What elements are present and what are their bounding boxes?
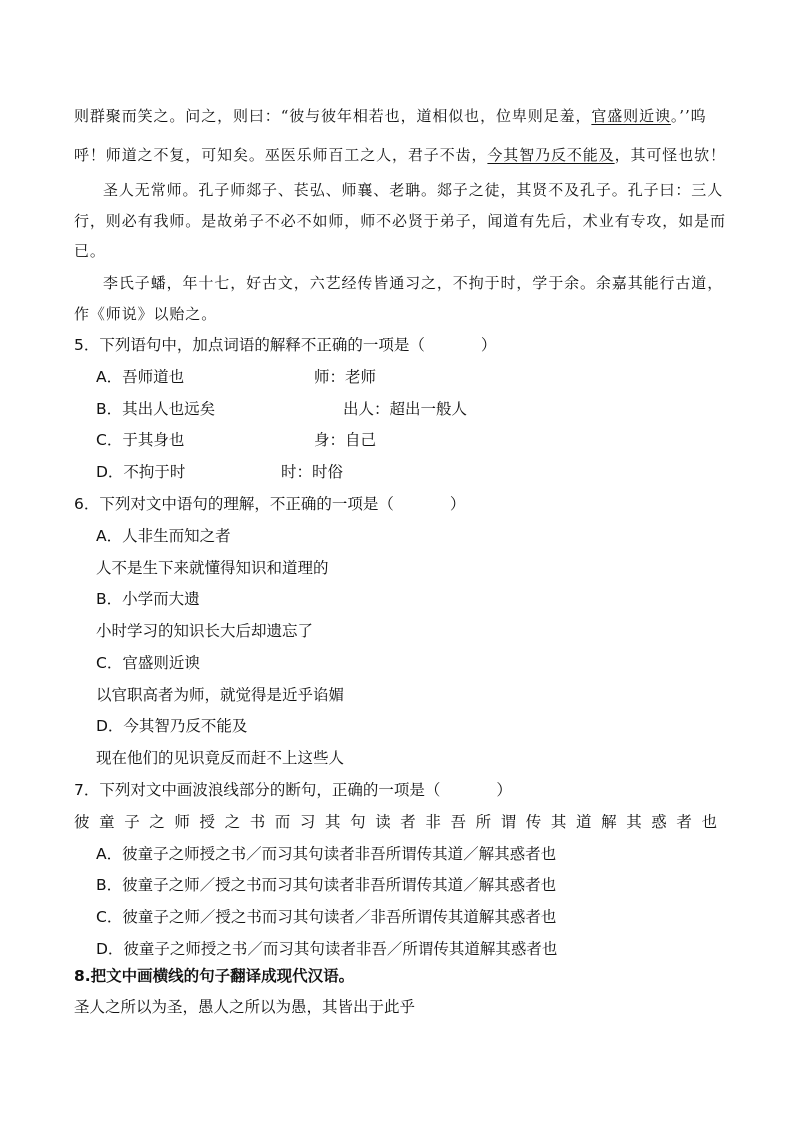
q7-option-c: C．彼童子之师／授之书而习其句读者／非吾所谓传其道解其惑者也: [96, 908, 557, 926]
q5-option-a-label: A．吾师道也: [96, 368, 185, 386]
passage-text: 则群聚而笑之。问之，则曰：“彼与彼年相若也，道相似也，位卑则足羞，: [74, 107, 592, 125]
underlined-phrase: 今其智乃反不能及: [487, 146, 615, 164]
passage-line-5: 已。: [74, 242, 106, 260]
q5-option-a-gloss: 师：老师: [314, 368, 377, 386]
q5-option-b-gloss: 出人：超出一般人: [343, 400, 468, 418]
q7-stem: 7．下列对文中画波浪线部分的断句，正确的一项是（ ）: [74, 781, 512, 799]
passage-line-4: 行，则必有我师。是故弟子不必不如师，师不必贤于弟子，闻道有先后，术业有专攻，如是而: [74, 212, 726, 230]
passage-text: 。’’呜: [670, 107, 707, 125]
q5-stem: 5．下列语句中，加点词语的解释不正确的一项是（ ）: [74, 336, 497, 354]
q6-item-c-label: C．官盛则近谀: [96, 654, 200, 672]
passage-text: 呼！师道之不复，可知矣。巫医乐师百工之人，君子不齿，: [74, 146, 488, 164]
q8-sentence: 圣人之所以为圣，愚人之所以为愚，其皆出于此乎: [74, 998, 416, 1016]
q6-item-d-meaning: 现在他们的见识竟反而赶不上这些人: [96, 749, 345, 767]
q7-option-a: A．彼童子之师授之书／而习其句读者非吾所谓传其道／解其惑者也: [96, 845, 557, 863]
q7-sentence: 彼童子之师授之书而习其句读者非吾所谓传其道解其惑者也: [74, 813, 727, 831]
q6-item-b-meaning: 小时学习的知识长大后却遗忘了: [96, 622, 314, 640]
q5-option-c-gloss: 身：自己: [314, 431, 377, 449]
q8-stem: 8.把文中画横线的句子翻译成现代汉语。: [74, 967, 355, 985]
passage-line-3: 圣人无常师。孔子师郯子、苌弘、师襄、老聃。郯子之徒，其贤不及孔子。孔子曰：三人: [103, 181, 724, 199]
q5-option-c-label: C．于其身也: [96, 431, 185, 449]
q6-stem: 6．下列对文中语句的理解，不正确的一项是（ ）: [74, 495, 466, 513]
q5-option-b-label: B．其出人也远矣: [96, 400, 216, 418]
passage-line-2: [74, 145, 726, 165]
passage-text: ，其可怪也欤！: [614, 146, 726, 164]
q6-item-b-label: B．小学而大遗: [96, 590, 200, 608]
q6-item-a-label: A．人非生而知之者: [96, 527, 231, 545]
passage-line-7: 作《师说》以贻之。: [74, 305, 218, 323]
q5-option-d-label: D．不拘于时: [96, 463, 186, 481]
q6-item-a-meaning: 人不是生下来就懂得知识和道理的: [96, 559, 329, 577]
passage-line-6: 李氏子蟠，年十七，好古文，六艺经传皆通习之，不拘于时，学于余。余嘉其能行古道，: [103, 274, 724, 292]
q5-option-d-gloss: 时：时俗: [281, 463, 344, 481]
underlined-phrase: 官盛则近谀: [591, 107, 671, 125]
passage-line-1: [74, 106, 707, 126]
q6-item-d-label: D．今其智乃反不能及: [96, 717, 248, 735]
q6-item-c-meaning: 以官职高者为师，就觉得是近乎谄媚: [96, 686, 345, 704]
q7-option-d: D．彼童子之师授之书／而习其句读者非吾／所谓传其道解其惑者也: [96, 940, 558, 958]
q7-option-b: B．彼童子之师／授之书而习其句读者非吾所谓传其道／解其惑者也: [96, 876, 557, 894]
